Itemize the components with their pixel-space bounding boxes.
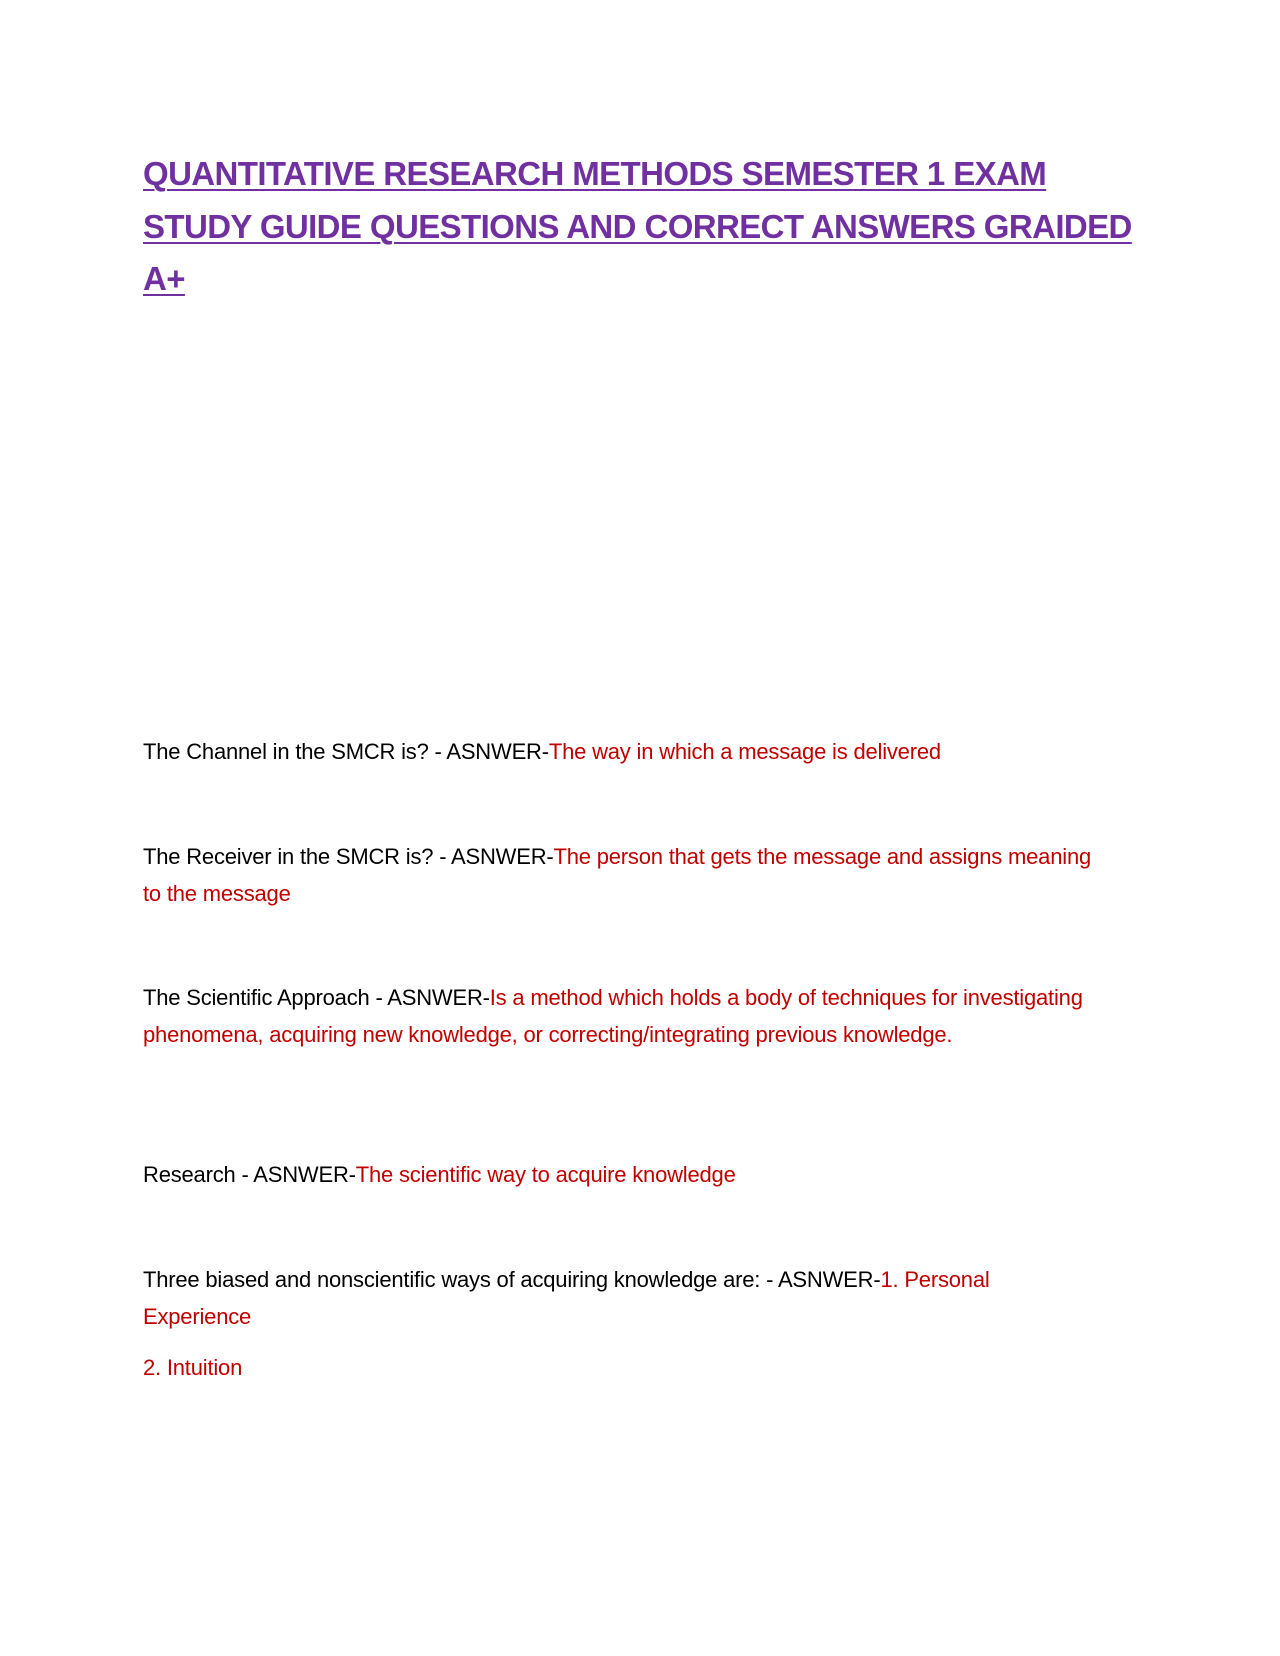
qa-item-receiver	[143, 838, 1103, 912]
answer-text: 1. Personal Experience	[143, 1267, 990, 1329]
answer-text: The person that gets the message and assigns meaning to the message	[143, 844, 1092, 906]
question-text: The Receiver in the SMCR is? - ASNWER-	[143, 844, 554, 869]
answer-text: The way in which a message is delivered	[548, 739, 941, 764]
question-text: Three biased and nonscientific ways of acquiring knowledge are: - ASNWER-	[143, 1267, 881, 1292]
answer-text: The scientific way to acquire knowledge	[355, 1162, 736, 1187]
question-text: Research - ASNWER-	[143, 1162, 356, 1187]
document-title: QUANTITATIVE RESEARCH METHODS SEMESTER 1 EXAM STUDY GUIDE QUESTIONS AND CORRECT ANSWERS GRAIDED A+	[143, 155, 1132, 297]
qa-item-channel	[143, 733, 1103, 770]
qa-item-nonscientific-ways	[143, 1261, 1043, 1335]
qa-item-research	[143, 1156, 1103, 1193]
question-text: The Scientific Approach - ASNWER-	[143, 985, 490, 1010]
answer-list-item-intuition: 2. Intuition	[143, 1355, 243, 1380]
qa-item-scientific-approach	[143, 979, 1103, 1053]
question-text: The Channel in the SMCR is? - ASNWER-	[143, 739, 549, 764]
answer-text: Is a method which holds a body of techniques for investigating phenomena, acquiring new knowledge, or correcting/integrating previous knowledge.	[143, 985, 1083, 1047]
